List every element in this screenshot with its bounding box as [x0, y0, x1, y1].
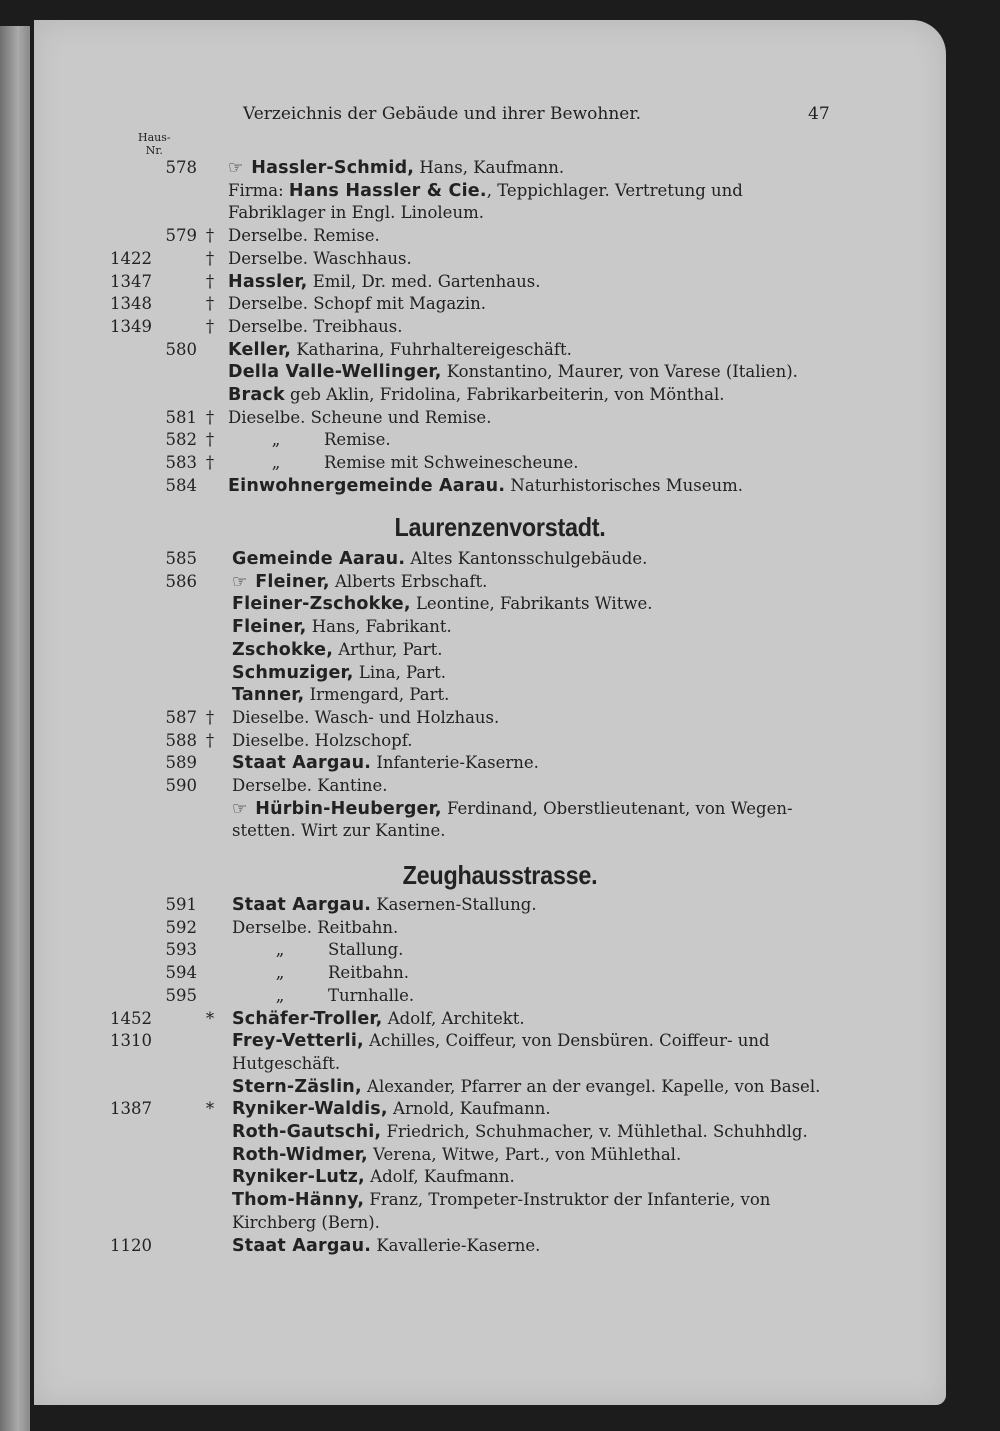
entry-text	[228, 179, 743, 203]
entry-detail: Stallung.	[328, 940, 404, 960]
directory-entry	[0, 1234, 1000, 1257]
resident-name: Fleiner-Zschokke,	[232, 594, 411, 615]
entry-mark: *	[205, 1099, 215, 1119]
entry-text	[232, 706, 499, 729]
entry-detail: Turnhalle.	[328, 985, 415, 1005]
directory-entry	[0, 661, 1000, 684]
building-number: 1120	[110, 1235, 152, 1255]
resident-name: Tanner,	[232, 685, 305, 706]
directory-entry	[0, 893, 1000, 916]
entry-text	[232, 1211, 380, 1234]
house-number-column-header	[138, 131, 171, 157]
directory-entry	[0, 638, 1000, 661]
entry-text	[232, 1234, 540, 1258]
entry-text	[232, 638, 443, 662]
directory-entry	[0, 451, 1000, 474]
house-number: 589	[165, 753, 197, 773]
entry-text	[232, 1143, 681, 1167]
directory-entry	[0, 201, 1000, 224]
resident-name: Thom-Hänny,	[232, 1190, 365, 1211]
entry-text	[232, 729, 413, 752]
entry-text	[232, 774, 388, 797]
directory-entry	[0, 1211, 1000, 1234]
directory-entry	[0, 729, 1000, 752]
entry-detail: Derselbe. Waschhaus.	[228, 248, 412, 268]
entry-mark: *	[205, 1008, 215, 1028]
building-number: 1310	[110, 1031, 152, 1051]
building-number: 1349	[110, 316, 152, 336]
ditto-mark: „	[271, 430, 281, 450]
directory-entry	[0, 984, 1000, 1007]
directory-entry	[0, 592, 1000, 615]
directory-entry	[0, 428, 1000, 451]
column-header-line2: Nr.	[145, 144, 163, 157]
building-number: 1422	[110, 248, 152, 268]
directory-entry	[0, 683, 1000, 706]
entry-detail: Friedrich, Schuhmacher, v. Mühlethal. Schuhhdlg.	[381, 1122, 808, 1141]
directory-entry	[0, 615, 1000, 638]
resident-name: Roth-Gautschi,	[232, 1122, 382, 1142]
house-number: 587	[165, 707, 197, 727]
entry-text	[228, 383, 724, 407]
entry-detail: Dieselbe. Holzschopf.	[232, 730, 413, 750]
entry-mark: †	[205, 407, 215, 427]
entry-text	[228, 428, 391, 451]
entry-detail: Irmengard, Part.	[304, 685, 450, 705]
entry-detail: Kavallerie-Kaserne.	[371, 1235, 541, 1255]
resident-name: Gemeinde Aarau.	[232, 549, 406, 569]
entry-detail: Hans, Kaufmann.	[414, 158, 565, 177]
directory-entry	[0, 1029, 1000, 1052]
resident-name: Roth-Widmer,	[232, 1144, 368, 1165]
house-number: 588	[165, 730, 197, 750]
entry-text	[228, 474, 743, 498]
building-number: 1347	[110, 271, 152, 291]
entry-text	[228, 224, 380, 247]
entry-text	[232, 916, 398, 939]
building-number: 1387	[110, 1099, 152, 1119]
ditto-mark: „	[275, 985, 285, 1005]
entry-text	[232, 1097, 551, 1121]
directory-entry	[0, 1165, 1000, 1188]
entry-text	[232, 615, 452, 639]
entry-text	[232, 984, 414, 1007]
directory-entry	[0, 797, 1000, 820]
entry-text	[228, 156, 564, 180]
entry-text	[232, 1052, 340, 1075]
directory-entry	[0, 247, 1000, 270]
house-number: 580	[165, 339, 197, 359]
entry-detail: Katharina, Fuhrhaltereigeschäft.	[291, 339, 572, 359]
directory-entry	[0, 156, 1000, 179]
entry-text	[228, 406, 491, 429]
directory-entry	[0, 1188, 1000, 1211]
directory-entry	[0, 360, 1000, 383]
directory-entry	[0, 938, 1000, 961]
entry-detail: Infanterie-Kaserne.	[371, 753, 539, 773]
entry-detail: stetten. Wirt zur Kantine.	[232, 821, 446, 841]
directory-entry	[0, 1052, 1000, 1075]
entry-text	[232, 683, 449, 707]
entry-detail: Kirchberg (Bern).	[232, 1212, 380, 1232]
directory-entry	[0, 547, 1000, 570]
entry-text	[232, 819, 446, 842]
page-number: 47	[808, 104, 830, 124]
entry-mark: †	[205, 294, 215, 314]
resident-name: Hassler,	[228, 271, 308, 292]
pointing-hand-icon: ☞	[228, 158, 244, 178]
directory-entry	[0, 916, 1000, 939]
entry-text	[228, 270, 540, 294]
entry-mark: †	[205, 271, 215, 291]
directory-entry	[0, 751, 1000, 774]
pointing-hand-icon: ☞	[232, 798, 248, 819]
resident-name: Staat Aargau.	[232, 895, 372, 915]
entry-detail: Remise.	[324, 430, 391, 450]
entry-detail: Hans, Fabrikant.	[306, 617, 452, 637]
entry-text	[232, 938, 403, 961]
directory-entry	[0, 224, 1000, 247]
house-number: 582	[165, 430, 197, 450]
resident-name: Fleiner,	[232, 617, 307, 638]
entry-detail: Adolf, Kaufmann.	[364, 1167, 515, 1187]
entry-detail: Derselbe. Remise.	[228, 226, 380, 246]
entry-text	[228, 247, 412, 270]
entry-detail: Dieselbe. Wasch- und Holzhaus.	[232, 707, 500, 727]
entry-text	[232, 1188, 770, 1212]
entry-detail: Reitbahn.	[328, 963, 409, 983]
entry-detail: Franz, Trompeter-Instruktor der Infanterie, von	[364, 1190, 771, 1210]
resident-name: Einwohnergemeinde Aarau.	[228, 475, 506, 496]
house-number: 581	[165, 407, 197, 427]
entry-detail: Altes Kantonsschulgebäude.	[405, 549, 648, 568]
entry-detail: Naturhistorisches Museum.	[505, 475, 744, 495]
ditto-mark: „	[275, 940, 285, 960]
house-number: 592	[165, 917, 197, 937]
entry-text	[232, 797, 793, 821]
entry-mark: †	[205, 226, 215, 246]
ditto-mark: „	[275, 963, 285, 983]
page-header	[0, 104, 1000, 128]
section-heading-laurenzenvorstadt: Laurenzenvorstadt.	[394, 512, 606, 542]
house-number: 585	[165, 549, 197, 568]
resident-name: Staat Aargau.	[232, 753, 372, 774]
entry-text	[228, 338, 572, 362]
entry-mark: †	[205, 248, 215, 268]
resident-name: Ryniker-Lutz,	[232, 1167, 365, 1188]
entry-detail: Lina, Part.	[353, 662, 447, 682]
house-number: 584	[165, 475, 197, 495]
directory-entry	[0, 961, 1000, 984]
entry-text	[228, 315, 403, 338]
entry-detail: Konstantino, Maurer, von Varese (Italien).	[441, 362, 798, 382]
entry-detail: Adolf, Architekt.	[382, 1008, 525, 1028]
column-header-line1: Haus-	[138, 131, 171, 144]
entry-detail: Remise mit Schweinescheune.	[324, 453, 579, 473]
resident-name: Della Valle-Wellinger,	[228, 362, 442, 383]
building-number: 1348	[110, 294, 152, 314]
house-number: 593	[165, 940, 197, 960]
entry-detail: Alexander, Pfarrer an der evangel. Kapelle, von Basel.	[361, 1076, 821, 1096]
resident-name: Ryniker-Waldis,	[232, 1099, 388, 1120]
entry-text	[232, 570, 487, 594]
entry-detail: Alberts Erbschaft.	[329, 571, 488, 591]
entry-detail: Firma:	[228, 180, 289, 200]
resident-name: Frey-Vetterli,	[232, 1031, 364, 1052]
entry-detail: Kasernen-Stallung.	[371, 895, 537, 914]
entry-text	[232, 592, 652, 616]
resident-name: Keller,	[228, 339, 292, 360]
directory-entry	[0, 1075, 1000, 1098]
entry-detail: Derselbe. Kantine.	[232, 776, 388, 795]
house-number: 595	[165, 985, 197, 1005]
entry-mark: †	[205, 707, 215, 727]
directory-entry	[0, 270, 1000, 293]
directory-entry	[0, 819, 1000, 842]
resident-name: Schmuziger,	[232, 662, 354, 683]
section-heading-zeughausstrasse: Zeughausstrasse.	[402, 860, 598, 890]
entry-text	[228, 201, 484, 224]
entry-text	[232, 893, 537, 917]
entry-text	[232, 1007, 525, 1031]
resident-name: Schäfer-Troller,	[232, 1008, 383, 1029]
entry-detail: Fabriklager in Engl. Linoleum.	[228, 203, 484, 223]
entry-text	[232, 1165, 515, 1189]
resident-name: Zschokke,	[232, 639, 334, 660]
entry-detail: Dieselbe. Scheune und Remise.	[228, 407, 492, 427]
entry-detail: Verena, Witwe, Part., von Mühlethal.	[367, 1144, 682, 1164]
entry-detail: Leontine, Fabrikants Witwe.	[410, 594, 653, 614]
entry-text	[232, 547, 647, 571]
entry-detail: Ferdinand, Oberstlieutenant, von Wegen-	[441, 798, 793, 818]
entry-detail: geb Aklin, Fridolina, Fabrikarbeiterin, von Mönthal.	[284, 385, 725, 404]
entry-mark: †	[205, 316, 215, 336]
directory-entry	[0, 1143, 1000, 1166]
entry-mark: †	[205, 430, 215, 450]
directory-entry	[0, 474, 1000, 497]
entry-text	[228, 360, 798, 384]
entry-detail: Achilles, Coiffeur, von Densbüren. Coiffeur- und	[363, 1031, 770, 1051]
ditto-mark: „	[271, 453, 281, 473]
house-number: 586	[165, 571, 197, 591]
entry-detail: Emil, Dr. med. Gartenhaus.	[307, 271, 541, 291]
resident-name: Stern-Zäslin,	[232, 1076, 362, 1097]
directory-entry	[0, 406, 1000, 429]
house-number: 578	[165, 158, 197, 177]
firm-name: Hans Hassler & Cie.	[288, 180, 487, 201]
building-number: 1452	[110, 1008, 152, 1028]
resident-name: Fleiner,	[255, 571, 330, 592]
entry-detail: Hutgeschäft.	[232, 1053, 341, 1073]
entry-detail: Derselbe. Schopf mit Magazin.	[228, 294, 486, 314]
entry-text	[228, 292, 486, 315]
pointing-hand-icon: ☞	[232, 571, 248, 592]
entry-detail: , Teppichlager. Vertretung und	[486, 180, 743, 200]
entry-detail: Derselbe. Treibhaus.	[228, 316, 403, 336]
resident-name: Hassler-Schmid,	[251, 158, 415, 178]
entry-detail: Arthur, Part.	[333, 639, 443, 659]
entry-text	[232, 1029, 770, 1053]
entry-mark: †	[205, 453, 215, 473]
directory-entry	[0, 179, 1000, 202]
entry-text	[232, 751, 539, 775]
running-head: Verzeichnis der Gebäude und ihrer Bewohner.	[243, 104, 642, 124]
directory-entry	[0, 292, 1000, 315]
directory-entry	[0, 774, 1000, 797]
house-number: 590	[165, 776, 197, 795]
entry-detail: Derselbe. Reitbahn.	[232, 917, 399, 937]
directory-entry	[0, 338, 1000, 361]
resident-name: Brack	[228, 385, 285, 405]
directory-entry	[0, 570, 1000, 593]
directory-entry	[0, 383, 1000, 406]
entry-text	[232, 1120, 808, 1144]
directory-entry	[0, 706, 1000, 729]
directory-entry	[0, 1007, 1000, 1030]
house-number: 583	[165, 453, 197, 473]
entry-text	[228, 451, 578, 474]
entry-text	[232, 961, 409, 984]
entry-mark: †	[205, 730, 215, 750]
resident-name: Staat Aargau.	[232, 1235, 372, 1256]
house-number: 594	[165, 963, 197, 983]
directory-entry	[0, 1120, 1000, 1143]
entry-text	[232, 1075, 820, 1099]
resident-name: Hürbin-Heuberger,	[255, 798, 442, 819]
entry-detail: Arnold, Kaufmann.	[387, 1099, 551, 1119]
entry-text	[232, 661, 446, 685]
house-number: 591	[165, 895, 197, 914]
directory-entry	[0, 1097, 1000, 1120]
house-number: 579	[165, 226, 197, 246]
directory-entry	[0, 315, 1000, 338]
